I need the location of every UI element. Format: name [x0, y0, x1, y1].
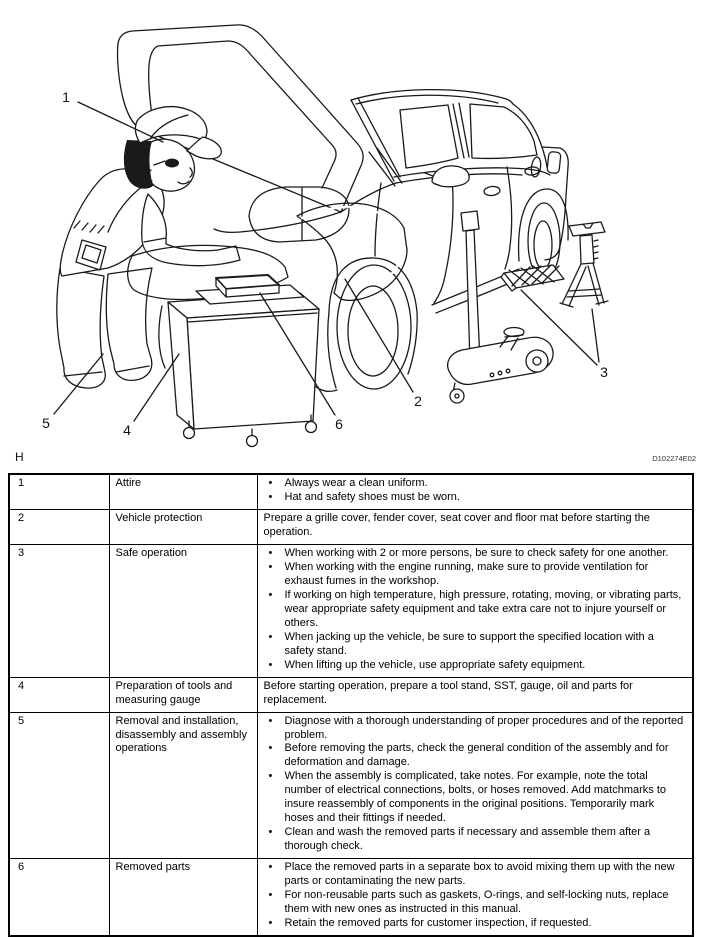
table-row [9, 677, 693, 712]
row-item: Preparation of tools and measuring gauge [109, 677, 257, 712]
callout-4: 4 [123, 422, 131, 438]
table-row [9, 712, 693, 859]
table-row [9, 474, 693, 509]
row-number: 5 [9, 712, 109, 859]
row-item: Removal and installation, disassembly and assembly operations [109, 712, 257, 859]
callout-1: 1 [62, 89, 70, 105]
row-number: 2 [9, 509, 109, 544]
mechanic-leg [106, 268, 152, 380]
illustration-canvas [0, 0, 702, 468]
bullet-marker: • [268, 560, 273, 573]
callout-2: 2 [414, 393, 422, 409]
row-item: Safe operation [109, 544, 257, 677]
figure-code: D102274E02 [652, 454, 696, 463]
bullet-marker: • [268, 490, 273, 503]
bullet-marker: • [268, 477, 273, 489]
bullet-marker: • [268, 658, 273, 671]
bullet-marker: • [268, 714, 273, 727]
mechanic-leg [57, 268, 106, 388]
page-letter: H [15, 450, 24, 464]
table-row [9, 509, 693, 544]
row-item: Removed parts [109, 859, 257, 936]
safety-stand [560, 222, 608, 307]
workshop-illustration [0, 0, 702, 468]
row-item: Attire [109, 474, 257, 509]
precautions-table [8, 473, 694, 937]
row-description: • Diagnose with a thorough understanding of proper procedures and of the reported problem. • Before removing the parts, check the general condition of the assembly and for deformation and damage. • When the assembly is complicated, take notes. For example, note the total number of electrical connections, bolts, or hoses removed. Add matchmarks to insure reassembly of components in the original positions. Temporarily mark hoses and their fittings if needed. • Clean and wash the removed parts if necessary and assemble them after a thorough check. [257, 712, 693, 859]
side-mirror [432, 166, 469, 187]
row-description: • When working with 2 or more persons, be sure to check safety for one another. • When working with the engine running, make sure to provide ventilation for exhaust fumes in the workshop. • If working on high temperature, high pressure, rotating, moving, or vibrating parts, wear appropriate safety equipment and take extra care not to injure yourself or others. • When jacking up the vehicle, be sure to support the specified location with a safety stand. • When lifting up the vehicle, use appropriate safety equipment. [257, 544, 693, 677]
callout-3-leader [592, 309, 599, 362]
bullet-marker: • [268, 588, 273, 601]
callout-5: 5 [42, 415, 50, 431]
table-row [9, 859, 693, 936]
row-description: Prepare a grille cover, fender cover, seat cover and floor mat before starting the operation. [257, 509, 693, 544]
row-description: • Always wear a clean uniform. • Hat and safety shoes must be worn. [257, 474, 693, 509]
bullet-marker: • [268, 770, 273, 783]
bullet-marker: • [268, 861, 273, 874]
bullet-marker: • [268, 630, 273, 643]
mechanic-arm [142, 194, 240, 266]
row-description: Before starting operation, prepare a tool stand, SST, gauge, oil and parts for replacement. [257, 677, 693, 712]
row-number: 1 [9, 474, 109, 509]
bullet-marker: • [268, 826, 273, 839]
bullet-marker: • [268, 889, 273, 902]
row-description: • Place the removed parts in a separate box to avoid mixing them up with the new parts or contaminating the new parts. • For non-reusable parts such as gaskets, O-rings, and self-locking nuts, replace them with new ones as instructed in this manual. • Retain the removed parts for customer inspection, if requested. [257, 859, 693, 936]
wood-block [501, 265, 564, 291]
row-number: 6 [9, 859, 109, 936]
row-item: Vehicle protection [109, 509, 257, 544]
row-number: 3 [9, 544, 109, 677]
fender-cover-right [297, 203, 407, 300]
callout-3: 3 [600, 364, 608, 380]
tool-cart [168, 275, 319, 447]
bullet-marker: • [268, 917, 273, 930]
floor-jack [448, 211, 553, 403]
bullet-marker: • [268, 742, 273, 755]
row-number: 4 [9, 677, 109, 712]
glasses [165, 159, 179, 168]
callout-6: 6 [335, 416, 343, 432]
jack-handle [461, 211, 479, 231]
bullet-marker: • [268, 546, 273, 559]
table-row [9, 544, 693, 677]
